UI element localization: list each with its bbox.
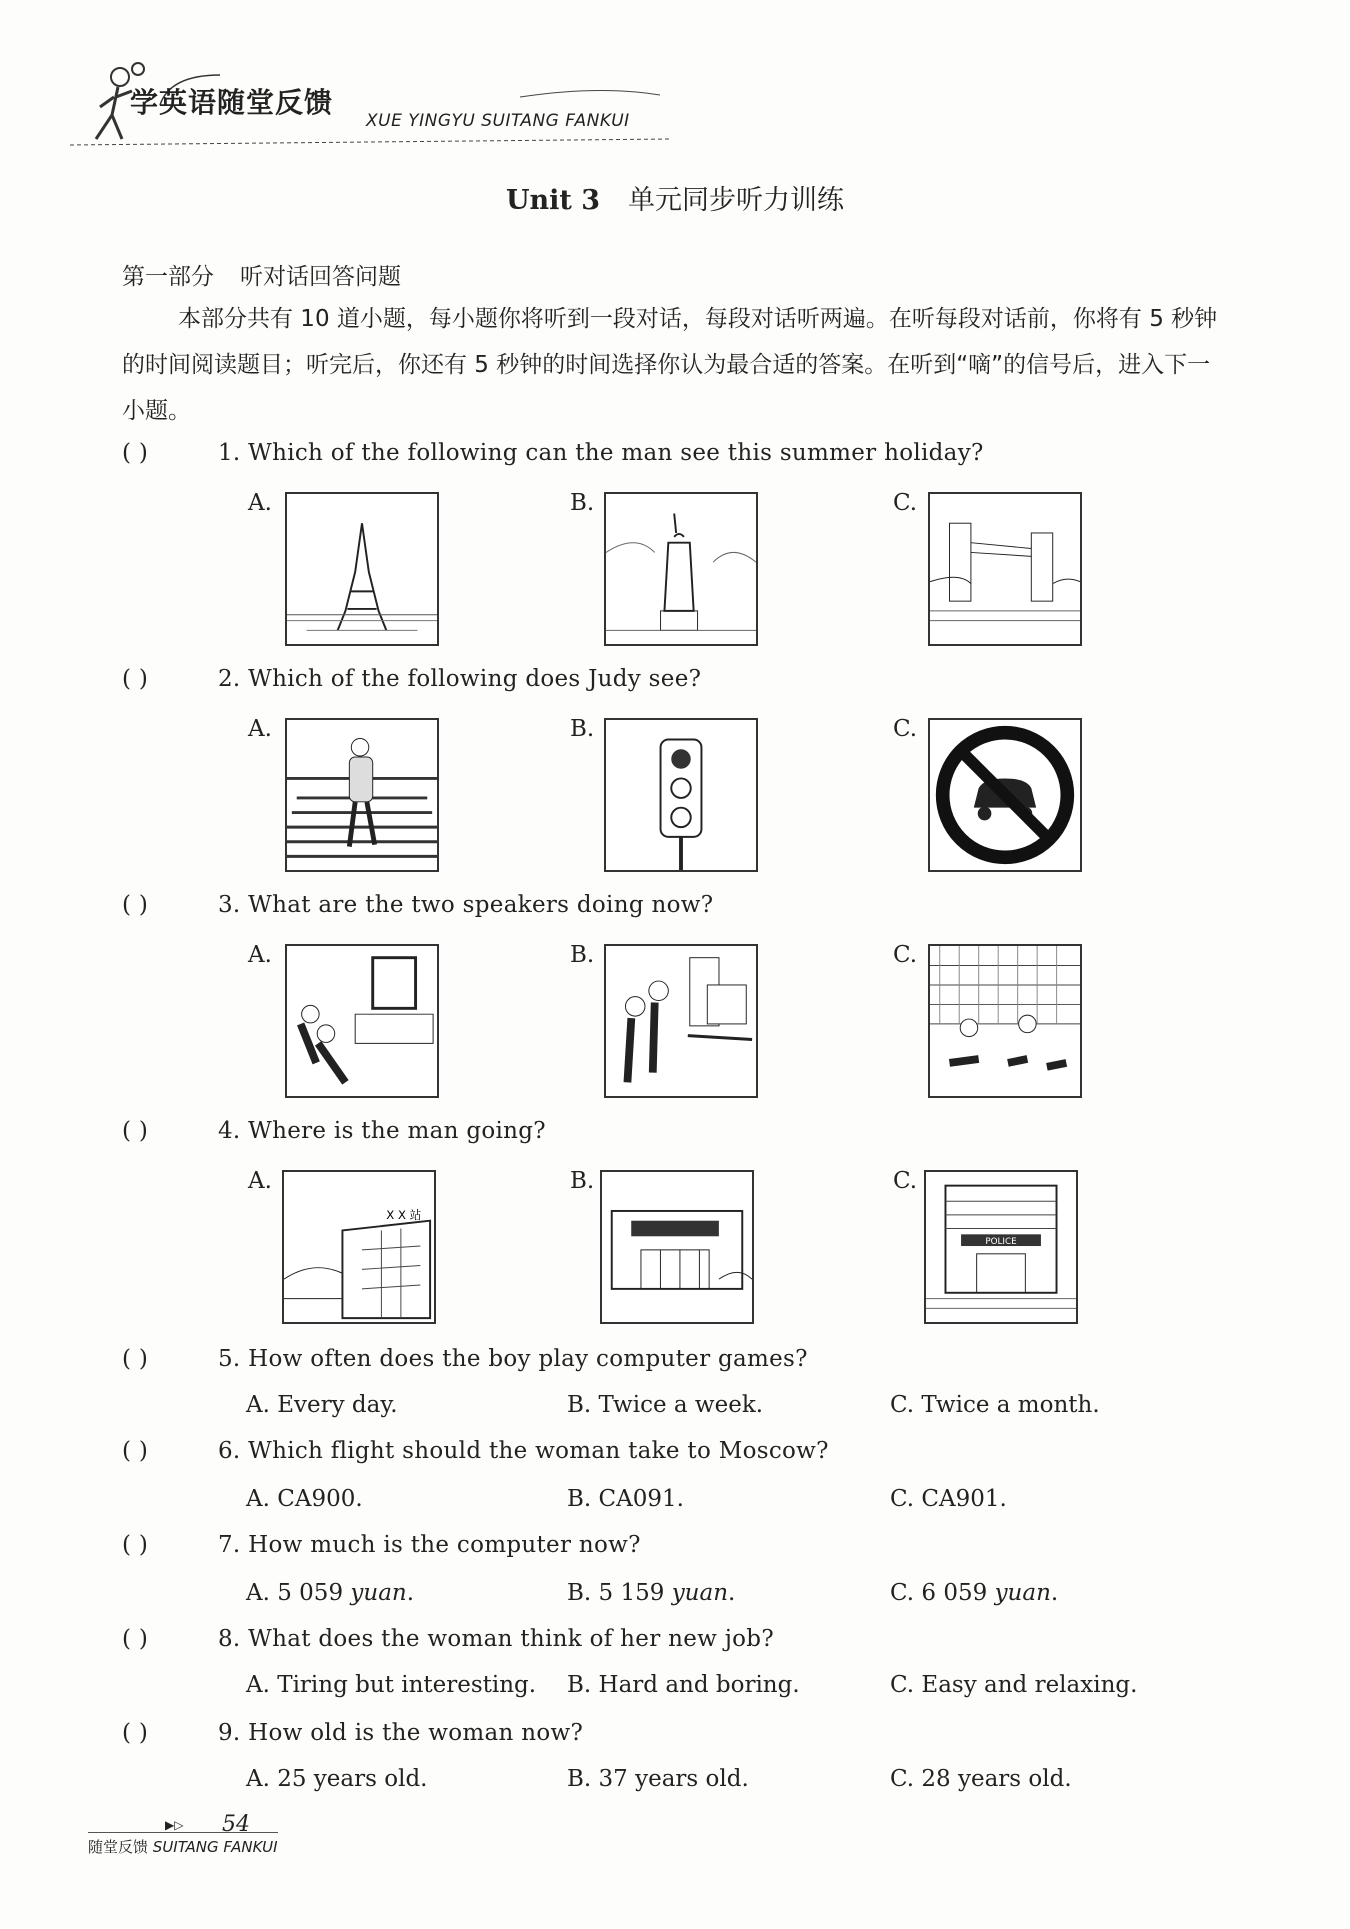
answer-blank[interactable]: ( )	[122, 892, 149, 918]
tower-bridge-picture[interactable]	[928, 492, 1082, 646]
question-text: 3. What are the two speakers doing now?	[218, 892, 714, 918]
option-c[interactable]: C. Easy and relaxing.	[890, 1672, 1138, 1698]
question-5	[122, 1346, 808, 1372]
option-b-label: B.	[570, 1168, 595, 1194]
question-1	[122, 440, 984, 466]
option-b-label: B.	[570, 942, 595, 968]
option-b-end: .	[728, 1580, 736, 1606]
footer-logo-pinyin: SUITANG FANKUI	[152, 1838, 278, 1856]
question-text: 6. Which flight should the woman take to Moscow?	[218, 1438, 829, 1464]
station-sign: X X 站	[386, 1207, 422, 1222]
option-a[interactable]: A. Tiring but interesting.	[246, 1672, 537, 1698]
question-text: 1. Which of the following can the man see this summer holiday?	[218, 440, 984, 466]
option-c[interactable]: C. 28 years old.	[890, 1766, 1072, 1792]
option-b-amount: B. 5 159	[567, 1580, 665, 1606]
footer-logo-cn: 随堂反馈	[88, 1838, 149, 1856]
option-a-end: .	[406, 1580, 415, 1606]
option-c[interactable]: C. Twice a month.	[890, 1392, 1100, 1418]
library-picture[interactable]	[928, 944, 1082, 1098]
footer-logo	[88, 1836, 278, 1857]
option-c-amount: C. 6 059	[890, 1580, 988, 1606]
question-8	[122, 1626, 774, 1652]
answer-blank[interactable]: ( )	[122, 440, 149, 466]
using-computer-picture[interactable]	[604, 944, 758, 1098]
title-text: 单元同步听力训练	[628, 185, 845, 216]
option-b-unit: yuan	[671, 1580, 729, 1606]
police-sign: POLICE	[985, 1237, 1017, 1248]
shop-picture[interactable]	[600, 1170, 754, 1324]
question-2	[122, 666, 701, 692]
crosswalk-picture[interactable]	[285, 718, 439, 872]
option-b-label: B.	[570, 716, 595, 742]
option-c-label: C.	[893, 1168, 918, 1194]
unit-label: Unit 3	[505, 185, 601, 216]
option-c-label: C.	[893, 942, 918, 968]
question-4	[122, 1118, 546, 1144]
section-name: 听对话回答问题	[240, 264, 401, 290]
section-heading	[122, 258, 401, 291]
option-b-label: B.	[570, 490, 595, 516]
question-9	[122, 1720, 583, 1746]
option-b[interactable]: B. Twice a week.	[567, 1392, 764, 1418]
option-c[interactable]	[890, 1580, 1058, 1606]
answer-blank[interactable]: ( )	[122, 1626, 149, 1652]
eiffel-tower-picture[interactable]	[285, 492, 439, 646]
answer-blank[interactable]: ( )	[122, 666, 149, 692]
option-a-label: A.	[248, 716, 272, 742]
question-text: 8. What does the woman think of her new job?	[218, 1626, 774, 1652]
instructions: 本部分共有 10 道小题，每小题你将听到一段对话，每段对话听两遍。在听每段对话前，你将有 5 秒钟的时间阅读题目；听完后，你还有 5 秒钟的时间选择你认为最合适的答案。在听到“嘀”的信号后，进入下一小题。	[122, 306, 1218, 424]
question-7	[122, 1532, 641, 1558]
answer-blank[interactable]: ( )	[122, 1532, 149, 1558]
option-c-end: .	[1050, 1580, 1059, 1606]
option-a-unit: yuan	[350, 1580, 407, 1606]
watching-tv-picture[interactable]	[285, 944, 439, 1098]
question-text: 5. How often does the boy play computer games?	[218, 1346, 808, 1372]
option-b[interactable]	[567, 1580, 735, 1606]
traffic-light-picture[interactable]	[604, 718, 758, 872]
answer-blank[interactable]: ( )	[122, 1438, 149, 1464]
option-a-label: A.	[248, 942, 272, 968]
question-6	[122, 1438, 829, 1464]
page-number: 54	[222, 1812, 250, 1837]
header-logo	[60, 55, 680, 155]
no-cars-sign-picture[interactable]	[928, 718, 1082, 872]
option-a-label: A.	[248, 490, 272, 516]
option-a-label: A.	[248, 1168, 272, 1194]
option-a[interactable]: A. 25 years old.	[246, 1766, 428, 1792]
question-text: 9. How old is the woman now?	[218, 1720, 584, 1746]
question-3	[122, 892, 713, 918]
question-text: 2. Which of the following does Judy see?	[218, 666, 702, 692]
option-c-unit: yuan	[994, 1580, 1051, 1606]
option-a[interactable]: A. Every day.	[246, 1392, 398, 1418]
question-text: 4. Where is the man going?	[218, 1118, 546, 1144]
answer-blank[interactable]: ( )	[122, 1346, 149, 1372]
option-a[interactable]: A. CA900.	[246, 1486, 363, 1512]
option-b[interactable]: B. Hard and boring.	[567, 1672, 800, 1698]
option-c-label: C.	[893, 490, 918, 516]
header-logo-cn: 学英语随堂反馈	[130, 86, 334, 119]
answer-blank[interactable]: ( )	[122, 1720, 149, 1746]
answer-blank[interactable]: ( )	[122, 1118, 149, 1144]
section-part: 第一部分	[122, 264, 214, 290]
option-b[interactable]: B. 37 years old.	[567, 1766, 749, 1792]
station-picture[interactable]	[282, 1170, 436, 1324]
header-logo-pinyin: XUE YINGYU SUITANG FANKUI	[366, 111, 630, 131]
arrow-icon: ▶▷	[165, 1818, 184, 1832]
page-title	[0, 178, 1350, 217]
police-station-picture[interactable]	[924, 1170, 1078, 1324]
option-a[interactable]	[246, 1580, 414, 1606]
option-c[interactable]: C. CA901.	[890, 1486, 1007, 1512]
question-text: 7. How much is the computer now?	[218, 1532, 641, 1558]
option-c-label: C.	[893, 716, 918, 742]
option-a-amount: A. 5 059	[246, 1580, 344, 1606]
option-b[interactable]: B. CA091.	[567, 1486, 684, 1512]
statue-of-liberty-picture[interactable]	[604, 492, 758, 646]
